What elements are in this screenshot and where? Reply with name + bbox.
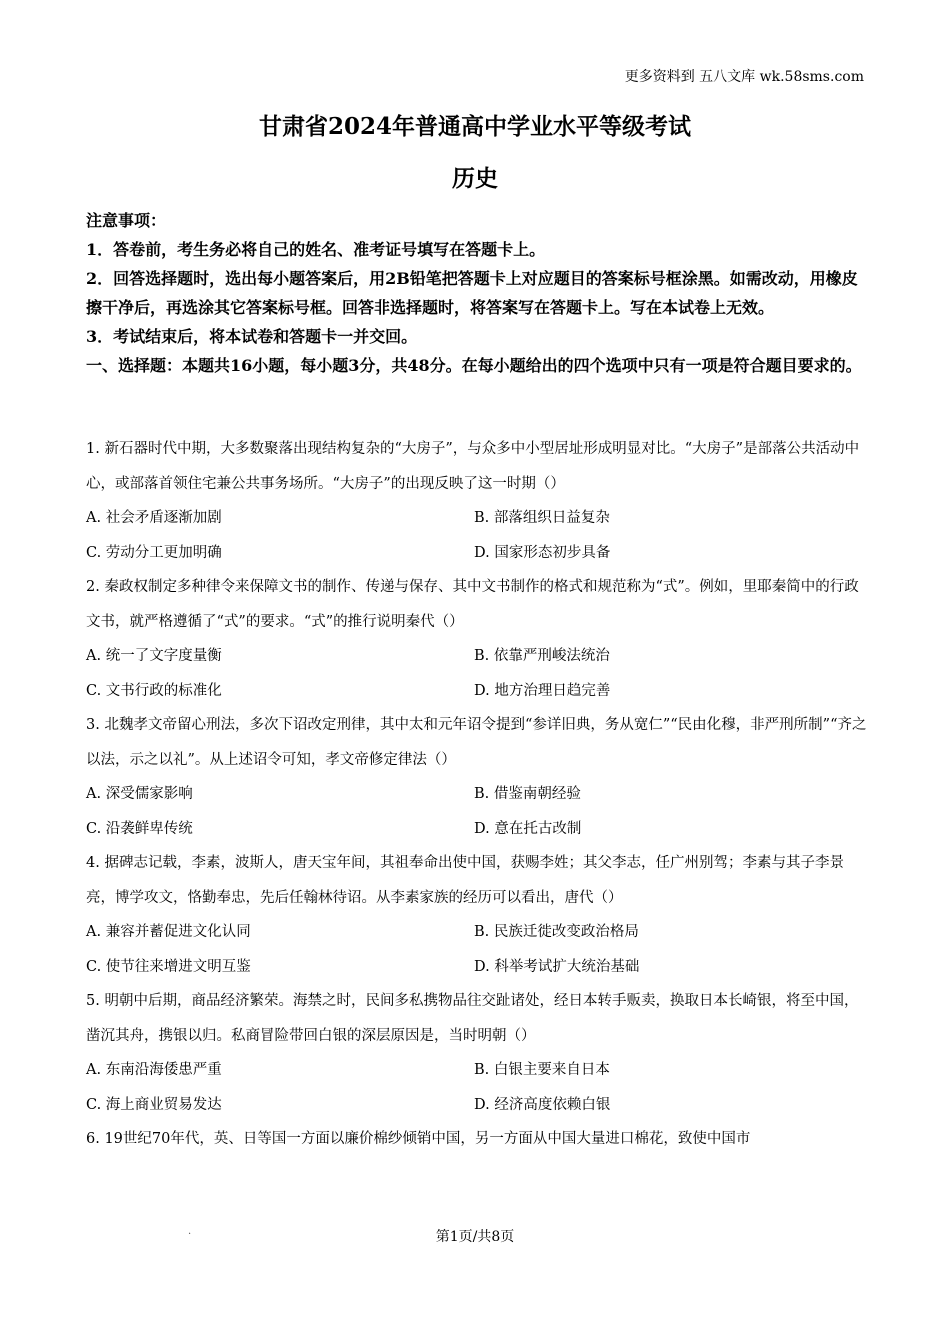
header-source-note: 更多资料到 五八文库 wk.58sms.com [624,69,864,85]
question-2 [86,570,868,708]
question-4 [86,846,868,984]
option-d: D. 科举考试扩大统治基础 [474,958,640,975]
section-heading: 一、选择题：本题共16小题，每小题3分，共48分。在每小题给出的四个选项中只有一项是符合题目要求的。 [86,356,862,375]
option-d: D. 意在托古改制 [474,820,582,837]
question-list [86,432,868,1157]
option-b: B. 部落组织日益复杂 [474,510,610,526]
question-3 [86,708,868,846]
option-b: B. 借鉴南朝经验 [474,786,581,802]
page-number: 第1页/共8页 [435,1229,515,1245]
option-c: C. 文书行政的标准化 [86,682,222,699]
option-b: B. 民族迁徙改变政治格局 [474,924,639,940]
option-a: A. 东南沿海倭患严重 [86,1062,222,1078]
notice-item: 2．回答选择题时，选出每小题答案后，用2B铅笔把答题卡上对应题目的答案标号框涂黑。如需改动，用橡皮擦干净后，再选涂其它答案标号框。回答非选择题时，将答案写在答题卡上。写在本试卷上无效。 [86,269,858,317]
option-d: D. 经济高度依赖白银 [474,1096,611,1113]
option-grid [86,1053,868,1122]
option-b: B. 依靠严刑峻法统治 [474,648,610,664]
footer-mark: . [188,1226,192,1237]
option-b: B. 白银主要来自日本 [474,1062,610,1078]
question-5 [86,984,868,1122]
option-grid [86,915,868,984]
question-6 [86,1122,868,1157]
notice-item: 3．考试结束后，将本试卷和答题卡一并交回。 [86,327,418,346]
option-a: A. 深受儒家影响 [86,786,193,802]
option-c: C. 使节往来增进文明互鉴 [86,958,251,975]
question-stem: 2. 秦政权制定多种律令来保障文书的制作、传递与保存、其中文书制作的格式和规范称为“式”。例如，里耶秦简中的行政文书，就严格遵循了“式”的要求。“式”的推行说明秦代（） [86,579,859,630]
option-c: C. 劳动分工更加明确 [86,544,222,561]
subject-title: 历史 [452,165,498,192]
question-stem: 1. 新石器时代中期，大多数聚落出现结构复杂的“大房子”，与众多中小型居址形成明显对比。“大房子”是部落公共活动中心，或部落首领住宅兼公共事务场所。“大房子”的出现反映了这一时期（） [86,441,860,492]
option-a: A. 兼容并蓄促进文化认同 [86,924,251,940]
option-grid [86,501,868,570]
option-c: C. 沿袭鲜卑传统 [86,820,193,837]
question-1 [86,432,868,570]
notice-item: 1．答卷前，考生务必将自己的姓名、准考证号填写在答题卡上。 [86,240,546,259]
option-d: D. 国家形态初步具备 [474,544,611,561]
option-d: D. 地方治理日趋完善 [474,682,611,699]
notice-heading: 注意事项： [86,211,167,230]
option-grid [86,777,868,846]
question-stem: 6. 19世纪70年代，英、日等国一方面以廉价棉纱倾销中国，另一方面从中国大量进口棉花，致使中国市 [86,1131,751,1147]
question-stem: 4. 据碑志记载，李素，波斯人，唐天宝年间，其祖奉命出使中国，获赐李姓；其父李志，任广州别驾；李素与其子李景亮，博学攻文，恪勤奉忠，先后任翰林待诏。从李素家族的经历可以看出，唐代（） [86,855,844,906]
question-stem: 3. 北魏孝文帝留心刑法，多次下诏改定刑律，其中太和元年诏令提到“参详旧典，务从宽仁”“民由化穆，非严刑所制”“齐之以法，示之以礼”。从上述诏令可知，孝文帝修定律法（） [86,717,867,768]
option-a: A. 社会矛盾逐渐加剧 [86,510,222,526]
option-grid [86,639,868,708]
question-stem: 5. 明朝中后期，商品经济繁荣。海禁之时，民间多私携物品往交趾诸处，经日本转手贩卖，换取日本长崎银，将至中国，凿沉其舟，携银以归。私商冒险带回白银的深层原因是，当时明朝（） [86,993,859,1044]
notice-block [86,206,866,380]
exam-title: 甘肃省2024年普通高中学业水平等级考试 [258,113,691,140]
option-c: C. 海上商业贸易发达 [86,1096,222,1113]
option-a: A. 统一了文字度量衡 [86,648,222,664]
